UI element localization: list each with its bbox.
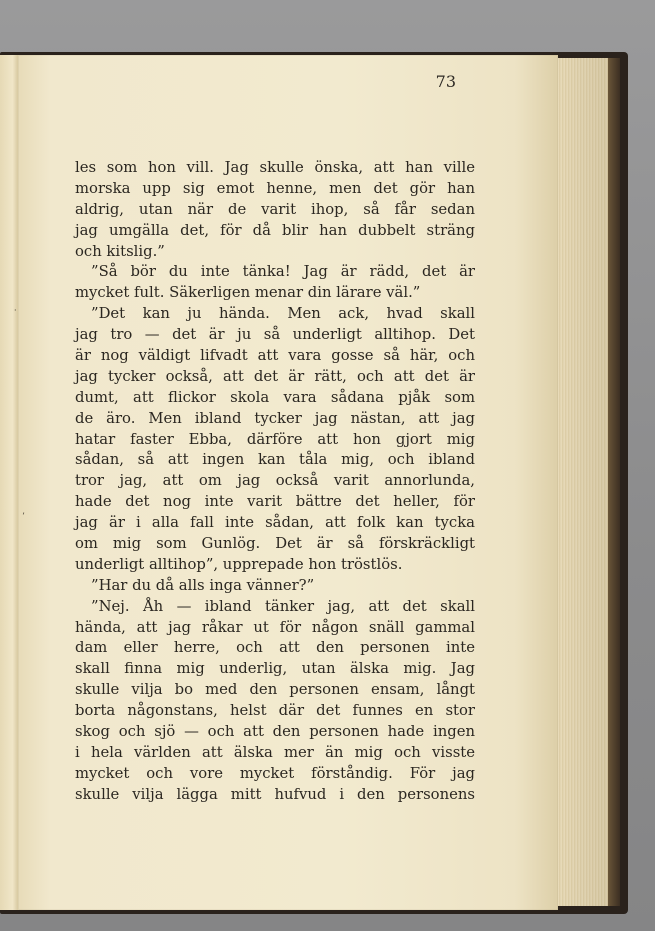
text-line: jag tro — det är ju så underligt alltihop. Det	[75, 326, 475, 344]
text-line: ”Så bör du inte tänka! Jag är rädd, det är	[91, 263, 475, 281]
cover-spine-edge	[608, 58, 620, 906]
page-number: 73	[435, 72, 456, 91]
page-stack-edge	[556, 58, 616, 906]
text-line: underligt alltihop”, upprepade hon tröstlös.	[75, 555, 403, 573]
text-line: les som hon vill. Jag skulle önska, att han ville	[75, 159, 475, 176]
facing-page-edge	[0, 55, 18, 910]
text-line: sådan, så att ingen kan tåla mig, och ibland	[75, 451, 475, 469]
text-line: ”Har du då alls inga vänner?”	[91, 576, 315, 594]
text-line: i hela världen att älska mer än mig och visste	[75, 743, 475, 761]
margin-speck: ʼ	[22, 512, 25, 521]
text-line: aldrig, utan när de varit ihop, så får sedan	[75, 200, 475, 218]
text-line: skulle vilja lägga mitt hufvud i den personens	[75, 785, 475, 803]
text-line: jag umgälla det, för då blir han dubbelt sträng	[75, 221, 475, 239]
text-line: dam eller herre, och att den personen inte	[75, 639, 475, 657]
text-line: skulle vilja bo med den personen ensam, långt	[75, 681, 475, 699]
text-line: och kitslig.”	[75, 242, 165, 260]
margin-speck: ·	[14, 306, 17, 315]
text-line: mycket och vore mycket förståndig. För jag	[75, 764, 475, 782]
text-line: borta någonstans, helst där det funnes en stor	[75, 702, 475, 720]
text-line: skall finna mig underlig, utan älska mig. Jag	[75, 660, 475, 678]
text-line: ”Det kan ju hända. Men ack, hvad skall	[91, 305, 475, 323]
text-line: hade det nog inte varit bättre det heller, för	[75, 493, 475, 511]
text-line: tror jag, att om jag också varit annorlunda,	[75, 472, 475, 490]
text-line: de äro. Men ibland tycker jag nästan, att jag	[75, 409, 475, 427]
page-text	[75, 158, 475, 806]
text-line: hända, att jag råkar ut för någon snäll gammal	[75, 618, 475, 636]
text-line: jag är i alla fall inte sådan, att folk kan tycka	[75, 514, 475, 532]
text-line: mycket fult. Säkerligen menar din lärare väl.”	[75, 284, 421, 302]
text-line: dumt, att flickor skola vara sådana pjåk som	[75, 388, 475, 406]
text-line: om mig som Gunlög. Det är så förskräckligt	[75, 535, 475, 553]
text-line: skog och sjö — och att den personen hade ingen	[75, 723, 475, 741]
text-line: jag tycker också, att det är rätt, och att det är	[75, 367, 475, 385]
text-line: ”Nej. Åh — ibland tänker jag, att det skall	[91, 597, 475, 615]
text-line: är nog väldigt lifvadt att vara gosse så här, och	[75, 347, 475, 365]
text-line: hatar faster Ebba, därföre att hon gjort mig	[75, 430, 475, 448]
text-line: morska upp sig emot henne, men det gör han	[75, 179, 475, 197]
